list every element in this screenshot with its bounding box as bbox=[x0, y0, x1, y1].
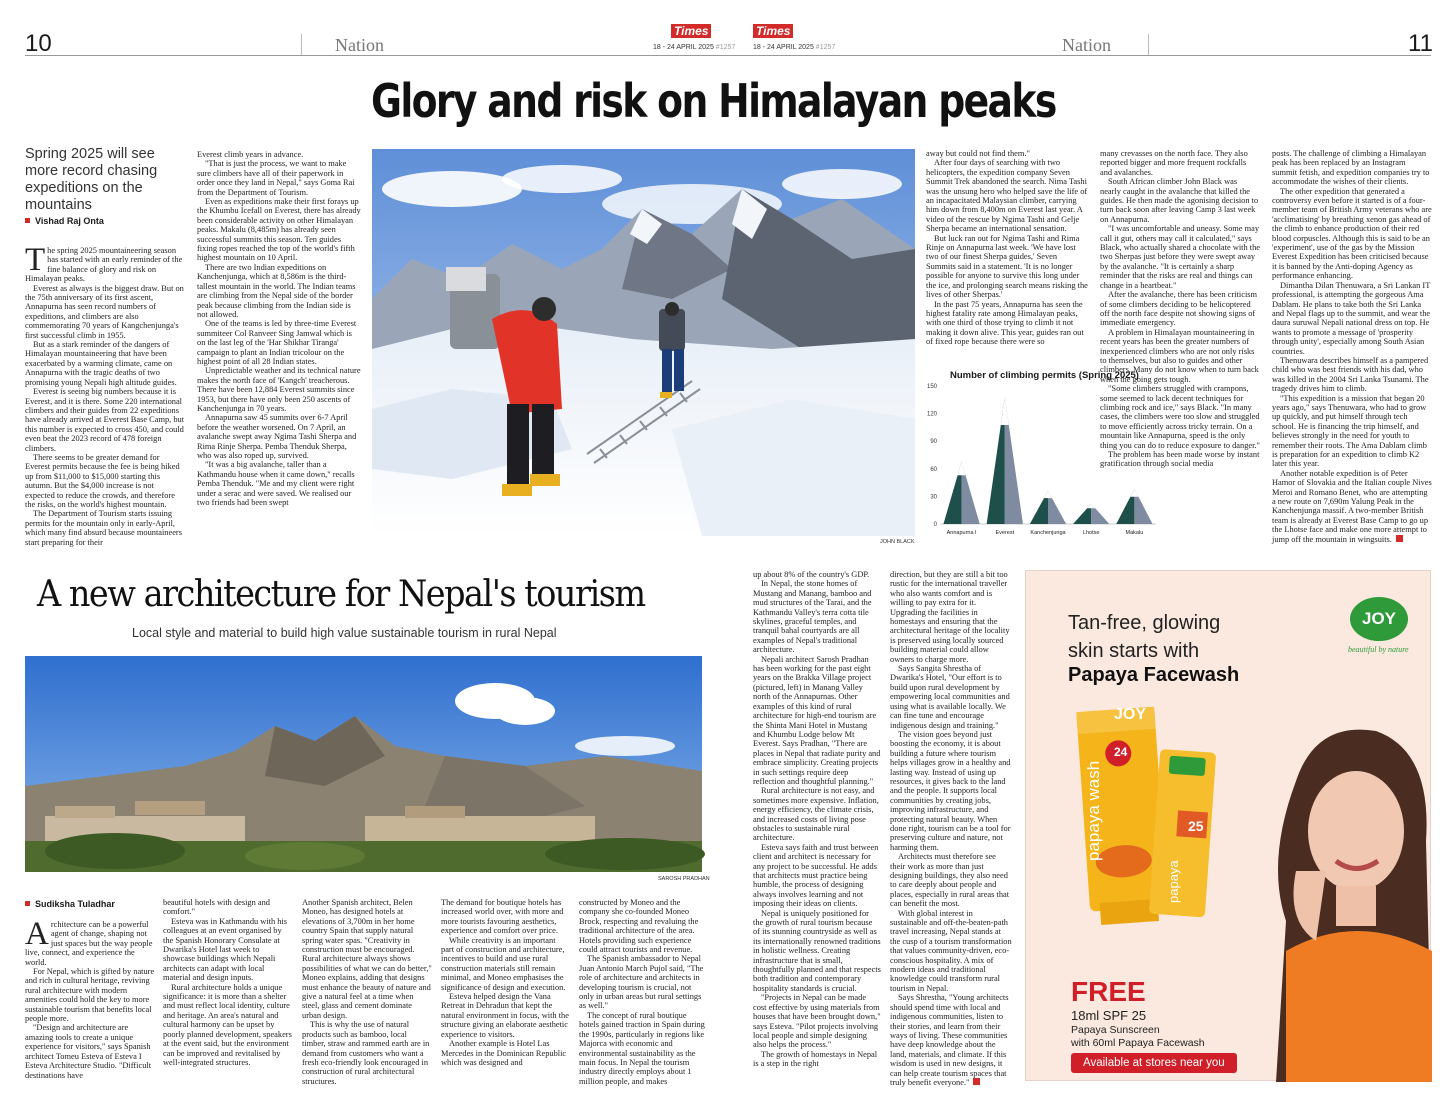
photo-brakka-village bbox=[25, 656, 702, 872]
climbers-illustration bbox=[372, 149, 915, 536]
masthead-logo-right: Times bbox=[753, 24, 793, 38]
byline-sudiksha: Sudiksha Tuladhar bbox=[25, 899, 115, 909]
y-tick-label: 0 bbox=[933, 522, 937, 528]
header-divider bbox=[301, 34, 302, 56]
chart-title: Number of climbing permits (Spring 2025) bbox=[950, 370, 1139, 381]
joy-tagline: beautiful by nature bbox=[1348, 645, 1409, 654]
standfirst: Spring 2025 will see more record chasing expeditions on the mountains bbox=[25, 146, 158, 213]
chart-peak-bar bbox=[1030, 491, 1066, 524]
y-tick-label: 60 bbox=[930, 466, 937, 473]
article2-column-1: Architecture can be a powerful agent of change, shaping not just spaces but the way people live, connect, and experience the world. For Nepal, which is gifted by nature and rich in cultural heritage, reviving rural architecture with modern amenities could hold the key to more sustainable tourism that benefits local people more. "Design and architecture are amazing tools to create a unique experience for visitors," says Spanish architect Tomeu Esteva of Esteva I Esteva Architecture Studio. "Difficult destinations have bbox=[25, 916, 155, 1080]
section-label-right: Nation bbox=[1062, 35, 1111, 55]
ad-offer-facewash: with 60ml Papaya Facewash bbox=[1071, 1037, 1205, 1049]
ad-product: Papaya Facewash bbox=[1068, 664, 1240, 686]
ad-line-1: Tan-free, glowing bbox=[1068, 612, 1221, 634]
joy-advertisement[interactable] bbox=[1025, 570, 1431, 1081]
ad-line-2: skin starts with bbox=[1068, 640, 1200, 662]
y-tick-label: 30 bbox=[930, 494, 937, 501]
tube-brand: JOY bbox=[1114, 706, 1147, 723]
article-column-2: Everest climb years in advance. "That is just the process, we want to make sure climbers have all of their paperwork in order once they land in Nepal," says Goma Rai from the Department of Tourism. Even as expeditions make their first forays up the Khumbu Icefall on Everest, there has already been considerable activity on other Himalayan peaks. Makalu (8,485m) has already seen successful summits this season. Ten guides fixing ropes reached the top of the world's fifth highest mountain on 10 April. There are two Indian expeditions on Kanchenjunga, which at 8,586m is the third-tallest mountain in the world. The Indian teams are climbing from the Nepal side of the border peak because climbing from the Indian side is not allowed. One of the teams is led by three-time Everest summiteer Col Ranveer Sing Jamwal which is on the last leg of the 'Har Shikhar Tiranga' campaign to plant an Indian tricolour on the highest point of all 28 Indian states. Unpredictable weather and its technical nature makes the north face of 'Kangch' treacherous. There have been 12,884 Everest summits since 1953, but there have only been 250 ascents of Kanchenjunga in 70 years. Annapurna saw 45 summits over 6-7 April before the weather worsened. On 7 April, an avalanche swept away Ngima Tashi Sherpa and Rima Rinje Sherpa. Pemba Thenduk Sherpa, who was also roped up, survived. "It was a big avalanche, taller than a Kathmandu house when it came down," recalls Pemba Thenduk. "Me and my client were right under a serac and were saved. We realised our two friends had been swept bbox=[197, 150, 361, 508]
issue-date-left: 18 - 24 APRIL 2025 #1257 bbox=[653, 44, 736, 51]
photo-credit-john-black: JOHN BLACK bbox=[880, 539, 915, 545]
drop-cap: T bbox=[25, 242, 46, 278]
chart-peak-bar bbox=[943, 461, 979, 524]
ad-offer-spf: 18ml SPF 25 bbox=[1071, 1008, 1147, 1023]
article-column-3: away but could not find them." After four days of searching with two helicopters, the expedition company Seven Summit Trek abandoned the search. Nima Tashi was the unsung hero who helped save the life of an incapacitated Malaysian climber, carrying him down from 8,400m on Everest last year. A video of the rescue by Ngima Tashi and Gelje Sherpa became an international sensation. But luck ran out for Ngima Tashi and Rima Rinje on Annapurna last week. 'We have lost two of our finest Sherpa guides,' Seven Summits said in a statement. 'It is no longer possible for anyone to survive this long under the ice, and prolonging search means risking the lives of other Sherpas.' In the past 75 years, Annapurna has seen the highest fatality rate among Himalayan peaks, with one third of those trying to climb it not making it down alive. This year, guides ran out of fixed rope because there were so bbox=[926, 149, 1088, 347]
y-tick-label: 150 bbox=[926, 384, 937, 390]
header-divider bbox=[1148, 34, 1149, 56]
page-number-right: 11 bbox=[1408, 30, 1433, 57]
x-category-label: Lhotse bbox=[1082, 530, 1100, 536]
section-label-left: Nation bbox=[335, 35, 384, 55]
article-column-4: many crevasses on the north face. They also reported bigger and more frequent rockfalls and avalanches. South African climber John Black was nearly caught in the avalanche that killed the guides. He then made the agonising decision to turn back soon after leaving Camp 3 last week on Annapurna. "I was uncomfortable and uneasy. Some may call it gut, others may call it calculated," says Black, who actually shared a chocolate with the two Sherpas just before they were swept away by the avalanche. "It is certainly a sharp reminder that the risks are real and things can change in a heartbeat." After the avalanche, there has been criticism of some climbers deciding to be helicoptered off the north face despite not showing signs of immediate emergency. A problem in Himalayan mountaineering in recent years has been the greater numbers of inexperienced climbers who are not only risks to themselves, but also to guides and other climbers. Many do not know when to turn back when the going gets tough. "Some climbers struggled with crampons, some seemed to lack decent techniques for climbing rock and ice," says Black. "In many cases, the climbers were too slow and struggled to move efficiently across tricky terrain. On a mountain like Annapurna, speed is the only thing you can do to reduce exposure to danger." The problem has been made worse by instant gratification through social media bbox=[1100, 149, 1260, 469]
joy-logo: JOY bbox=[1350, 597, 1408, 641]
x-category-label: Everest bbox=[995, 530, 1015, 536]
article2-column-5: constructed by Moneo and the company she co-founded Moneo Brock, respecting and revaluing the traditional architecture of the area. Hotels providing such experience could attract tourists and revenue. The Spanish ambassador to Nepal Juan Antonio March Pujol said, "The role of architecture and architects in developing tourism is crucial, not only in urban areas but rural settings as well." The concept of rural boutique hotels gained traction in Spain during the 1990s, particularly in regions like Majorca with economic and environmental sustainability as the main focus. In Nepal the tourism industry directly employs about 1 million people, and makes bbox=[579, 898, 705, 1086]
article2-column-2: beautiful hotels with design and comfort." Esteva was in Kathmandu with his colleagues at an event organised by the Spanish Honorary Consulate at Dwarika's Hotel last week to showcase buildings which Nepali architects can adapt with local material and design inputs. Rural architecture holds a unique significance: it is more than a shelter and must reflect local identity, culture and heritage. An area's natural and cultural harmony can be upset by poorly planned development, speakers at the event said, but the environment can be improved and revitalised by well-integrated structures. bbox=[163, 898, 292, 1067]
article-column-5: posts. The challenge of climbing a Himalayan peak has been replaced by an Instagram summit fetish, and expedition companies try to accommodate the wishes of their clients. The other expedition that generated a controversy even before it started is of a four-member team of British Army veterans who are 'acclimatising' by breathing xenon gas ahead of the climb to enhance production of their red blood corpuscles. Although this is said to be an 'experiment', use of the gas by the Mission Everest Expedition has been criticised because it is banned by the Anti-doping Agency as performance enhancing. Dimantha Dilan Thenuwara, a Sri Lankan IT professional, is attempting the gorgeous Ama Dablam. He plans to take both the Sri Lanka and Nepal flags up to the summit, and wear the daura suruwal Nepali national dress on top. He wants to promote a message of 'prosperity through unity', especially among South Asian countries. Thenuwara describes himself as a pampered child who was best friends with his dad, who was killed in the 2004 Sri Lanka Tsunami. The tragedy drives him to climb. "This expedition is a mission that began 20 years ago," says Thenuwara, who had to grow up quickly, and put himself through tech school. He is financing the trip himself, and believes strongly in the need for youth to remember their roots. The Ama Dablam climb is preparation for an expedition to climb K2 later this year. Another notable expedition is of Peter Hamor of Slovakia and the Italian couple Nives Meroi and Romano Benet, who are attempting a new route on 7,690m Yalung Peak in the Kanchenjunga massif. A two-member British team is already at Everest Base Camp to go up the Lhotse face and make one more attempt to jump off the mountain in wingsuits. bbox=[1272, 149, 1432, 544]
article2-column-3: Another Spanish architect, Belen Moneo, has designed hotels at elevations of 3,700m in her home country Spain that supply natural spring water spas. "Creativity in construction must be encouraged. Rural architecture always shows possibilities of what we can do better," Moneo explains, adding that designs must enhance the beauty of nature and give a natural feel at a time when steel, glass and cement dominate urban design. This is why the use of natural products such as bamboo, local timber, straw and rammed earth are in demand from customers who want a fresh eco-friendly look encouraged in construction of rural architectural structures. bbox=[302, 898, 432, 1086]
byline-vishad: Vishad Raj Onta bbox=[25, 216, 104, 226]
subhead-architecture: Local style and material to build high value sustainable tourism in rural Nepal bbox=[132, 626, 557, 640]
ad-offer-sunscreen: Papaya Sunscreen bbox=[1071, 1024, 1160, 1036]
x-category-label: Annapurna I bbox=[946, 530, 977, 536]
article2-column-7: direction, but they are still a bit too rustic for the international traveller who also wants comfort and is willing to pay extra for it. Upgrading the facilities in homestays and ensuring that the architectural heritage of the locality is preserved using locally sourced building material could allow owners to charge more. Says Sangita Shrestha of Dwarika's Hotel, "Our effort is to build upon rural development by empowering local communities and using what is available locally. We can fine tune and encourage indigenous design and training." The vision goes beyond just boosting the economy, it is about building a future where tourism helps villages grow in a healthy and lasting way. Instead of using up resources, it gives back to the land and the people. It supports local communities by creating jobs, improving infrastructure, and protecting natural beauty. When done right, tourism can be a tool for preserving culture and nature, not harming them. Architects must therefore see their work as more than just designing buildings, they also need to care deeply about people and places, especially in rural areas that can benefit the most. With global interest in sustainable and off-the-beaten-path travel increasing, Nepal stands at the cusp of a tourism transformation that values community-driven, eco-conscious hospitality. A mix of modern ideas and traditional knowledge could transform rural tourism in Nepal. Says Shrestha, "Young architects should spend time with local and indigenous communities, listen to their stories, and learn from their ways of living. These communities have deep knowledge about the land, materials, and climate. If this wisdom is used in new designs, it can help create tourism spaces that truly benefit everyone." bbox=[890, 570, 1012, 1087]
model-image bbox=[1256, 721, 1432, 1082]
photo-credit-sarosh: SAROSH PRADHAN bbox=[658, 876, 710, 882]
tube-small-label: papaya bbox=[1166, 860, 1181, 903]
tube-24-badge: 24 bbox=[1114, 745, 1128, 759]
end-mark bbox=[1396, 535, 1403, 542]
header-rule bbox=[25, 55, 1431, 56]
y-tick-label: 90 bbox=[930, 439, 937, 446]
issue-date-right: 18 - 24 APRIL 2025 #1257 bbox=[753, 44, 836, 51]
tube-label: papaya wash bbox=[1084, 760, 1103, 861]
ad-availability: Available at stores near you bbox=[1071, 1053, 1237, 1073]
village-illustration bbox=[25, 656, 702, 872]
drop-cap: A bbox=[25, 916, 49, 952]
x-category-label: Kanchenjunga bbox=[1030, 530, 1066, 536]
chart-peak-bar bbox=[1073, 504, 1109, 524]
x-category-label: Makalu bbox=[1125, 530, 1144, 536]
headline-himalayan: Glory and risk on Himalayan peaks bbox=[371, 74, 1056, 128]
chart-peak-bar bbox=[987, 397, 1023, 524]
end-mark bbox=[973, 1078, 980, 1085]
page-number-left: 10 bbox=[25, 30, 52, 57]
headline-architecture: A new architecture for Nepal's tourism bbox=[37, 574, 645, 615]
chart-peak-bar bbox=[1116, 489, 1152, 524]
article2-column-6: up about 8% of the country's GDP. In Nepal, the stone homes of Mustang and Manang, bamboo and mud structures of the Tarai, and the Kathmandu Valley's terra cotta tile skylines, graceful temples, and tranquil bahal courtyards are all examples of Nepal's traditional architecture. Nepali architect Sarosh Pradhan has been working for the past eight years on the Brakka Village project (pictured, left) in Manang Valley north of the Annapurnas. Other examples of this kind of rural architecture for high-end tourism are the Shinta Mani Hotel in Mustang and Khumbu Lodge below Mt Everest. Says Pradhan, "There are places in Nepal that radiate purity and embrace simplicity. Creating projects in such settings require deep reflection and thoughtful planning." Rural architecture is not easy, and sometimes more expensive. Inflation, energy efficiency, the climate crisis, and increased costs of living pose obstacles to sustainable rural architecture. Esteva says faith and trust between client and architect is necessary for any project to be successful. He adds that architects must practice being humble, the process of designing always involves learning and not imposing their ideas on clients. Nepal is uniquely positioned for the growth of rural tourism because of its stunning countryside as well as its internationally renowned traditions in holistic wellness. Creating infrastructure that is small, thoughtfully planned and that respects both tradition and contemporary hospitality standards is crucial. "Projects in Nepal can be made cost effective by using materials from houses that have been brought down," says Esteva. "Pilot projects involving local people and simple designing also helps the process." The growth of homestays in Nepal is a step in the right bbox=[753, 570, 881, 1069]
article2-column-4: The demand for boutique hotels has increased world over, with more and more tourists favouring aesthetics, experience and comfort over price. While creativity is an important part of construction and architecture, incentives to build and use rural construction materials still remain minimal, and Moneo emphasises the significance of design and execution. Esteva helped design the Vana Retreat in Dehradun that kept the natural environment in focus, with the structure giving an elaborate aesthetic experience to visitors. Another example is Hotel Las Mercedes in the Dominican Republic which was designed and bbox=[441, 898, 569, 1067]
article-column-1: The spring 2025 mountaineering season has started with an early reminder of the fine balance of glory and risk on Himalayan peaks. Everest as always is the biggest draw. But on the 75th anniversary of its first ascent, Annapurna has seen record numbers of expeditions, and climbers are also commemorating 70 years of Kangchenjunga's first successful climb in 1955. But as a stark reminder of the dangers of Himalayan mountaineering that have been exacerbated by a warming climate, came on Annapurna with the tragic deaths of two promising young Nepali high altitude guides. Everest is seeing big numbers because it is Everest, and it is there. Some 220 international climbers and their guides from 22 expeditions have already arrived at Everest Base Camp, but this number is expected to cross 450, and could even beat the 2023 record of 478 foreign climbers. There seems to be greater demand for Everest permits because the fee is being hiked up from $11,000 to $15,000 starting this autumn. But the $4,000 increase is not expected to reduce the crowds, and therefore the risks, on the world's highest mountain. The Department of Tourism starts issuing permits for the mountain only in early-April, which many find absurd because mountaineers start preparing for their bbox=[25, 242, 185, 547]
masthead-logo-left: Times bbox=[671, 24, 711, 38]
tube-spf-badge: 25 bbox=[1188, 818, 1204, 834]
photo-climbers-ladder bbox=[372, 149, 915, 536]
ad-free: FREE bbox=[1071, 976, 1146, 1007]
y-tick-label: 120 bbox=[926, 411, 937, 418]
